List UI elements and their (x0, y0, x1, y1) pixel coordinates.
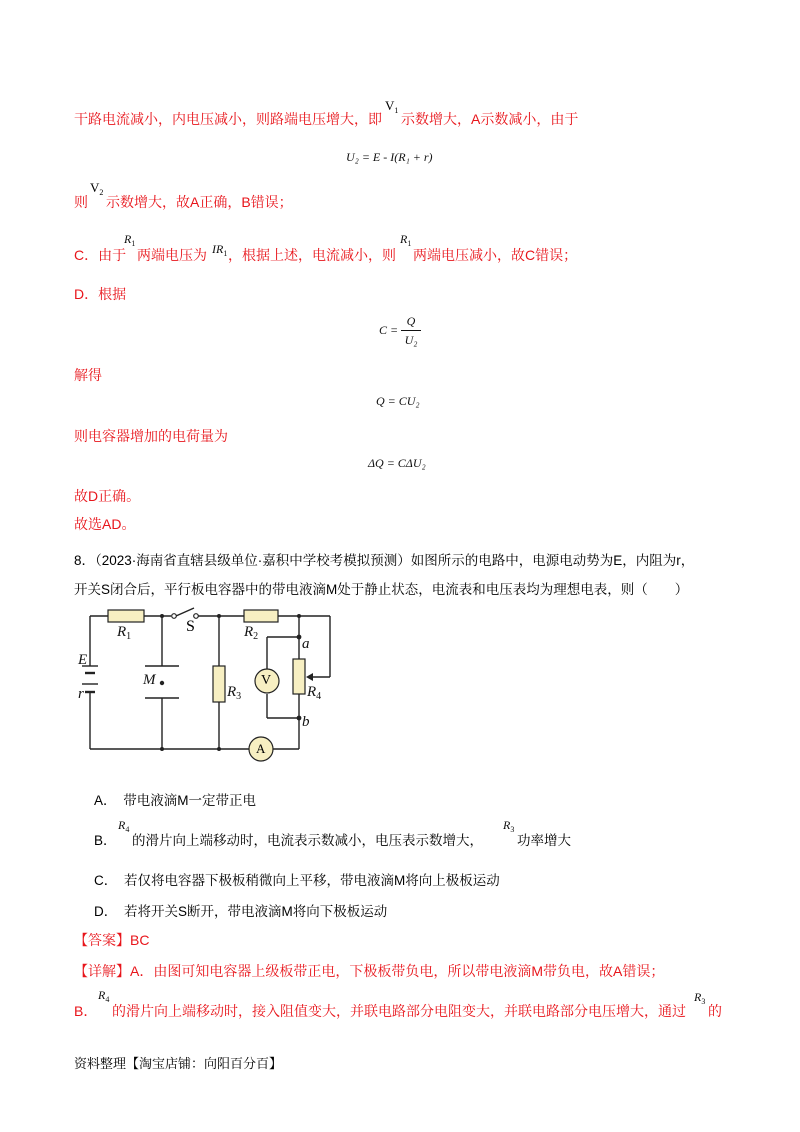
label-r1 (117, 624, 131, 642)
option-b-prefix: B． (94, 833, 117, 848)
option-b-suffix: 功率增大 (517, 833, 571, 848)
v1-symbol (385, 98, 398, 115)
label-r1-sub: 1 (126, 631, 132, 642)
v2-subscript: 2 (99, 188, 104, 197)
v2-letter: V (90, 180, 100, 195)
ir1-letters: IR (212, 242, 224, 256)
r1-symbol-1 (124, 232, 135, 248)
explanation-line-2a: 则 (74, 194, 88, 210)
question-line-2: 开关S闭合后，平行板电容器中的带电液滴M处于静止状态，电流表和电压表均为理想电表，则（ ） (74, 582, 689, 597)
option-b-r3-sub: 3 (510, 825, 515, 834)
explanation-line-2b: 示数增大，故A正确，B错误； (106, 194, 293, 210)
label-r4-letter: R (307, 684, 317, 700)
explanation-line-3c: ，根据上述，电流减小，则 (228, 247, 396, 263)
explanation-line-5: 解得 (74, 367, 102, 383)
voltmeter-icon: V (261, 673, 272, 688)
option-a: A． 带电液滴M一定带正电 (94, 793, 256, 808)
formula-charge: Q = CU₂ (376, 394, 420, 408)
circuit-diagram (68, 604, 368, 764)
explanation-line-4: D．根据 (74, 286, 127, 302)
v2-symbol (90, 180, 103, 197)
explanation-line-3d: 两端电压减小，故C错误； (413, 247, 578, 263)
answer-detail-a: 【详解】A．由图可知电容器上级板带正电，下极板带负电，所以带电液滴M带负电，故A错误； (74, 963, 665, 979)
label-r2 (244, 624, 258, 642)
answer-detail-b-prefix: B． (74, 1003, 98, 1019)
fraction-bar (401, 330, 421, 331)
r1-subscript-1: 1 (131, 239, 136, 248)
r1-subscript-2: 1 (407, 239, 412, 248)
explanation-line-7: 故D正确。 (74, 488, 141, 504)
option-b-r4 (118, 818, 129, 834)
explanation-line-3b: 两端电压为 (137, 247, 207, 263)
answer-detail-b-r4 (98, 988, 109, 1004)
option-b-r3 (503, 818, 514, 834)
label-r4-sub: 4 (316, 691, 322, 702)
label-r3-letter: R (227, 684, 237, 700)
label-b: b (302, 714, 310, 730)
formula-delta-charge: ΔQ = CΔU₂ (368, 456, 426, 470)
formula-capacitance-den: U₂ (404, 333, 418, 347)
answer-b-r4-sub: 4 (105, 995, 110, 1004)
formula-capacitance-num: Q (406, 314, 416, 328)
v1-letter: V (385, 98, 395, 113)
answer-b-r3-letter: R (694, 990, 702, 1004)
r1-symbol-2 (400, 232, 411, 248)
formula-capacitance-lhs: C = (379, 323, 399, 337)
option-d: D． 若将开关S断开，带电液滴M将向下极板运动 (94, 904, 388, 919)
label-emf: E (78, 652, 88, 668)
ir1-subscript: 1 (223, 249, 228, 258)
label-a: a (302, 636, 310, 652)
v1-subscript: 1 (394, 106, 399, 115)
answer-b-r4-letter: R (98, 988, 106, 1002)
label-r2-letter: R (244, 624, 254, 640)
label-droplet-m: M (143, 672, 156, 688)
formula-terminal-voltage: U₂ = E - I(R₁ + r) (346, 150, 433, 164)
label-r1-letter: R (117, 624, 127, 640)
option-b-r3-letter: R (503, 818, 511, 832)
option-b-r4-sub: 4 (125, 825, 130, 834)
ir1-symbol (212, 242, 227, 258)
explanation-line-1a: 干路电流减小，内电压减小，则路端电压增大，即 (74, 111, 382, 127)
explanation-line-3a: C．由于 (74, 247, 127, 263)
ammeter-icon: A (256, 741, 266, 756)
label-r3-sub: 3 (236, 691, 242, 702)
label-internal-r: r (78, 686, 84, 702)
question-line-1: 8．（2023·海南省直辖县级单位·嘉积中学校考模拟预测）如图所示的电路中，电源电动势为E，内阻为r， (74, 553, 695, 568)
answer-label: 【答案】BC (74, 932, 150, 948)
answer-detail-b-r3 (694, 990, 705, 1006)
option-c: C． 若仅将电容器下极板稍微向上平移，带电液滴M将向上极板运动 (94, 873, 500, 888)
r1-letter-2: R (400, 232, 408, 246)
option-b-r4-letter: R (118, 818, 126, 832)
explanation-line-8: 故选AD。 (74, 516, 136, 532)
answer-detail-b-text: 的滑片向上端移动时，接入阻值变大，并联电路部分电阻变大，并联电路部分电压增大，通过 (112, 1003, 686, 1019)
footer-credit: 资料整理【淘宝店铺：向阳百分百】 (74, 1056, 283, 1071)
label-r4 (307, 684, 321, 702)
explanation-line-6: 则电容器增加的电荷量为 (74, 428, 228, 444)
answer-b-r3-sub: 3 (701, 997, 706, 1006)
label-switch: S (186, 618, 195, 635)
label-r3 (227, 684, 241, 702)
label-r2-sub: 2 (253, 631, 259, 642)
r1-letter-1: R (124, 232, 132, 246)
explanation-line-1b: 示数增大，A示数减小，由于 (401, 111, 579, 127)
option-b-text: 的滑片向上端移动时，电流表示数减小，电压表示数增大， (132, 833, 483, 848)
answer-detail-b-suffix: 的 (708, 1003, 722, 1019)
